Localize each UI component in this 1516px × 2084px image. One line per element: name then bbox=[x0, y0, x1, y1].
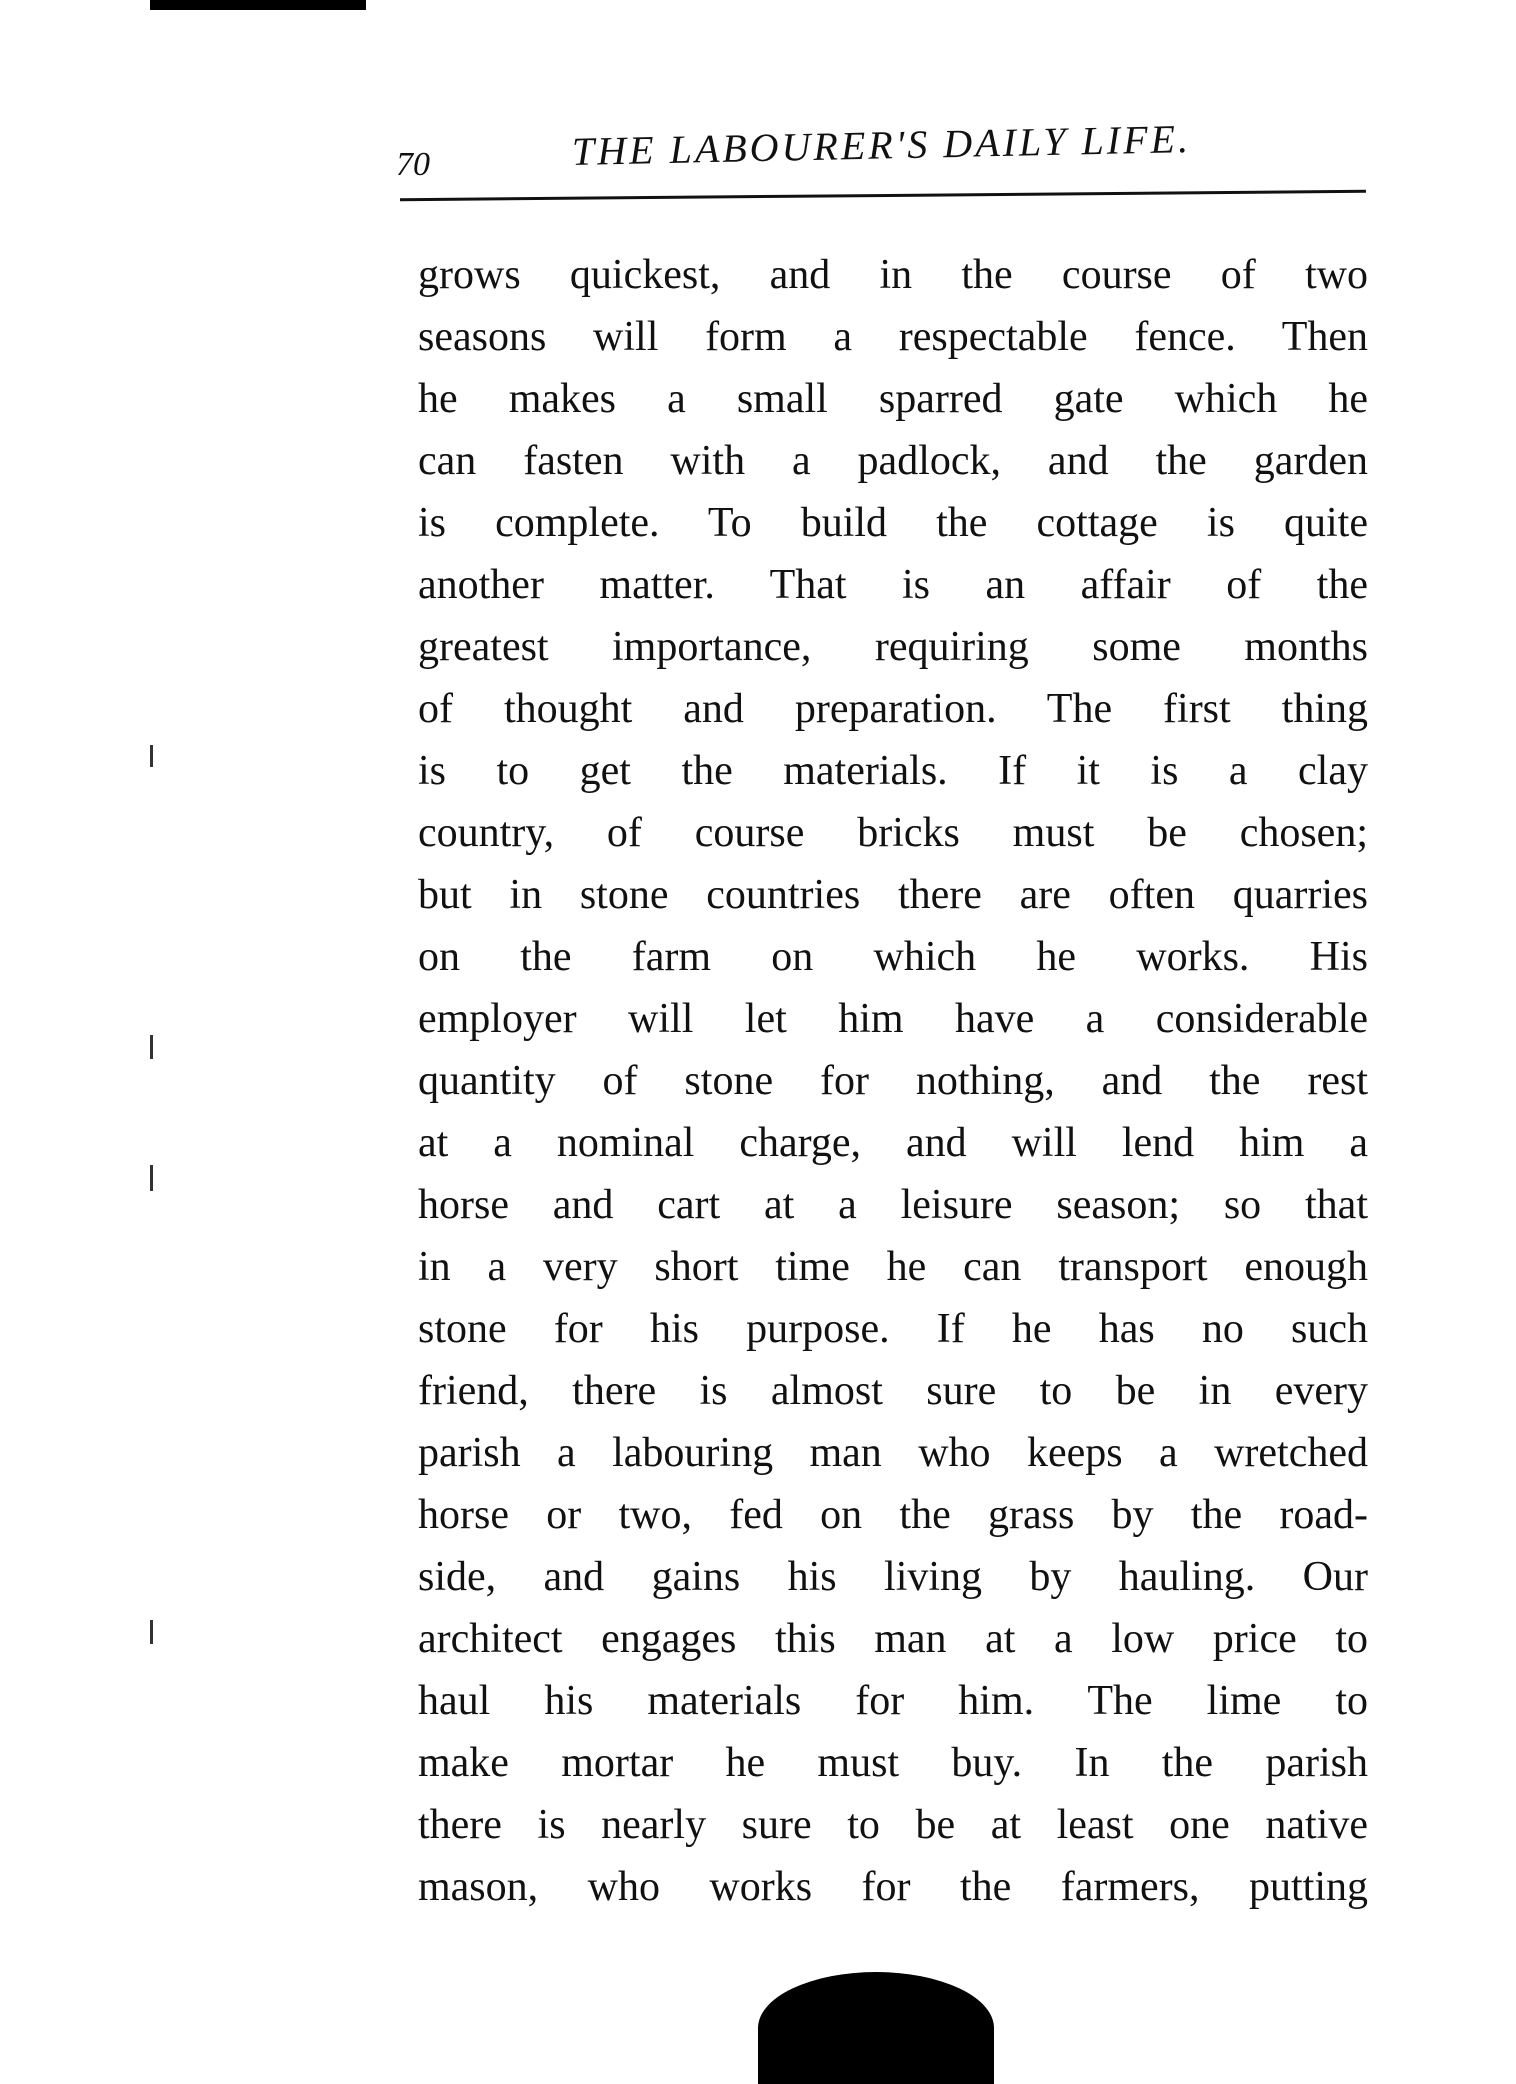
text-line: another matter. That is an affair of the bbox=[418, 562, 1368, 608]
text-line: he makes a small sparred gate which he bbox=[418, 376, 1368, 422]
running-title: THE LABOURER'S DAILY LIFE. bbox=[571, 116, 1192, 174]
text-line: stone for his purpose. If he has no such bbox=[418, 1306, 1368, 1352]
text-line: mason, who works for the farmers, putting bbox=[418, 1864, 1368, 1910]
margin-mark bbox=[150, 1035, 153, 1059]
margin-mark bbox=[150, 745, 153, 767]
text-line: but in stone countries there are often quarries bbox=[418, 872, 1368, 918]
text-line: parish a labouring man who keeps a wretched bbox=[418, 1430, 1368, 1476]
text-line: make mortar he must buy. In the parish bbox=[418, 1740, 1368, 1786]
text-line: can fasten with a padlock, and the garden bbox=[418, 438, 1368, 484]
text-line: quantity of stone for nothing, and the rest bbox=[418, 1058, 1368, 1104]
text-line: architect engages this man at a low price to bbox=[418, 1616, 1368, 1662]
scan-shadow-blob bbox=[758, 1972, 994, 2084]
text-line: employer will let him have a considerable bbox=[418, 996, 1368, 1042]
text-line: is to get the materials. If it is a clay bbox=[418, 748, 1368, 794]
text-line: there is nearly sure to be at least one native bbox=[418, 1802, 1368, 1848]
page-number: 70 bbox=[396, 146, 430, 183]
text-line: on the farm on which he works. His bbox=[418, 934, 1368, 980]
text-line: horse or two, fed on the grass by the road- bbox=[418, 1492, 1368, 1538]
text-line: horse and cart at a leisure season; so that bbox=[418, 1182, 1368, 1228]
text-line: seasons will form a respectable fence. Then bbox=[418, 314, 1368, 360]
text-line: friend, there is almost sure to be in every bbox=[418, 1368, 1368, 1414]
text-line: greatest importance, requiring some months bbox=[418, 624, 1368, 670]
scan-edge-bar bbox=[150, 0, 366, 10]
text-line: haul his materials for him. The lime to bbox=[418, 1678, 1368, 1724]
margin-mark bbox=[150, 1165, 153, 1191]
text-line: grows quickest, and in the course of two bbox=[418, 252, 1368, 298]
body-text bbox=[418, 244, 1368, 1918]
text-line: of thought and preparation. The first thing bbox=[418, 686, 1368, 732]
header-rule bbox=[400, 190, 1366, 201]
text-line: side, and gains his living by hauling. Our bbox=[418, 1554, 1368, 1600]
text-line: at a nominal charge, and will lend him a bbox=[418, 1120, 1368, 1166]
text-line: is complete. To build the cottage is quite bbox=[418, 500, 1368, 546]
text-line: country, of course bricks must be chosen; bbox=[418, 810, 1368, 856]
text-line: in a very short time he can transport enough bbox=[418, 1244, 1368, 1290]
margin-mark bbox=[150, 1620, 153, 1644]
